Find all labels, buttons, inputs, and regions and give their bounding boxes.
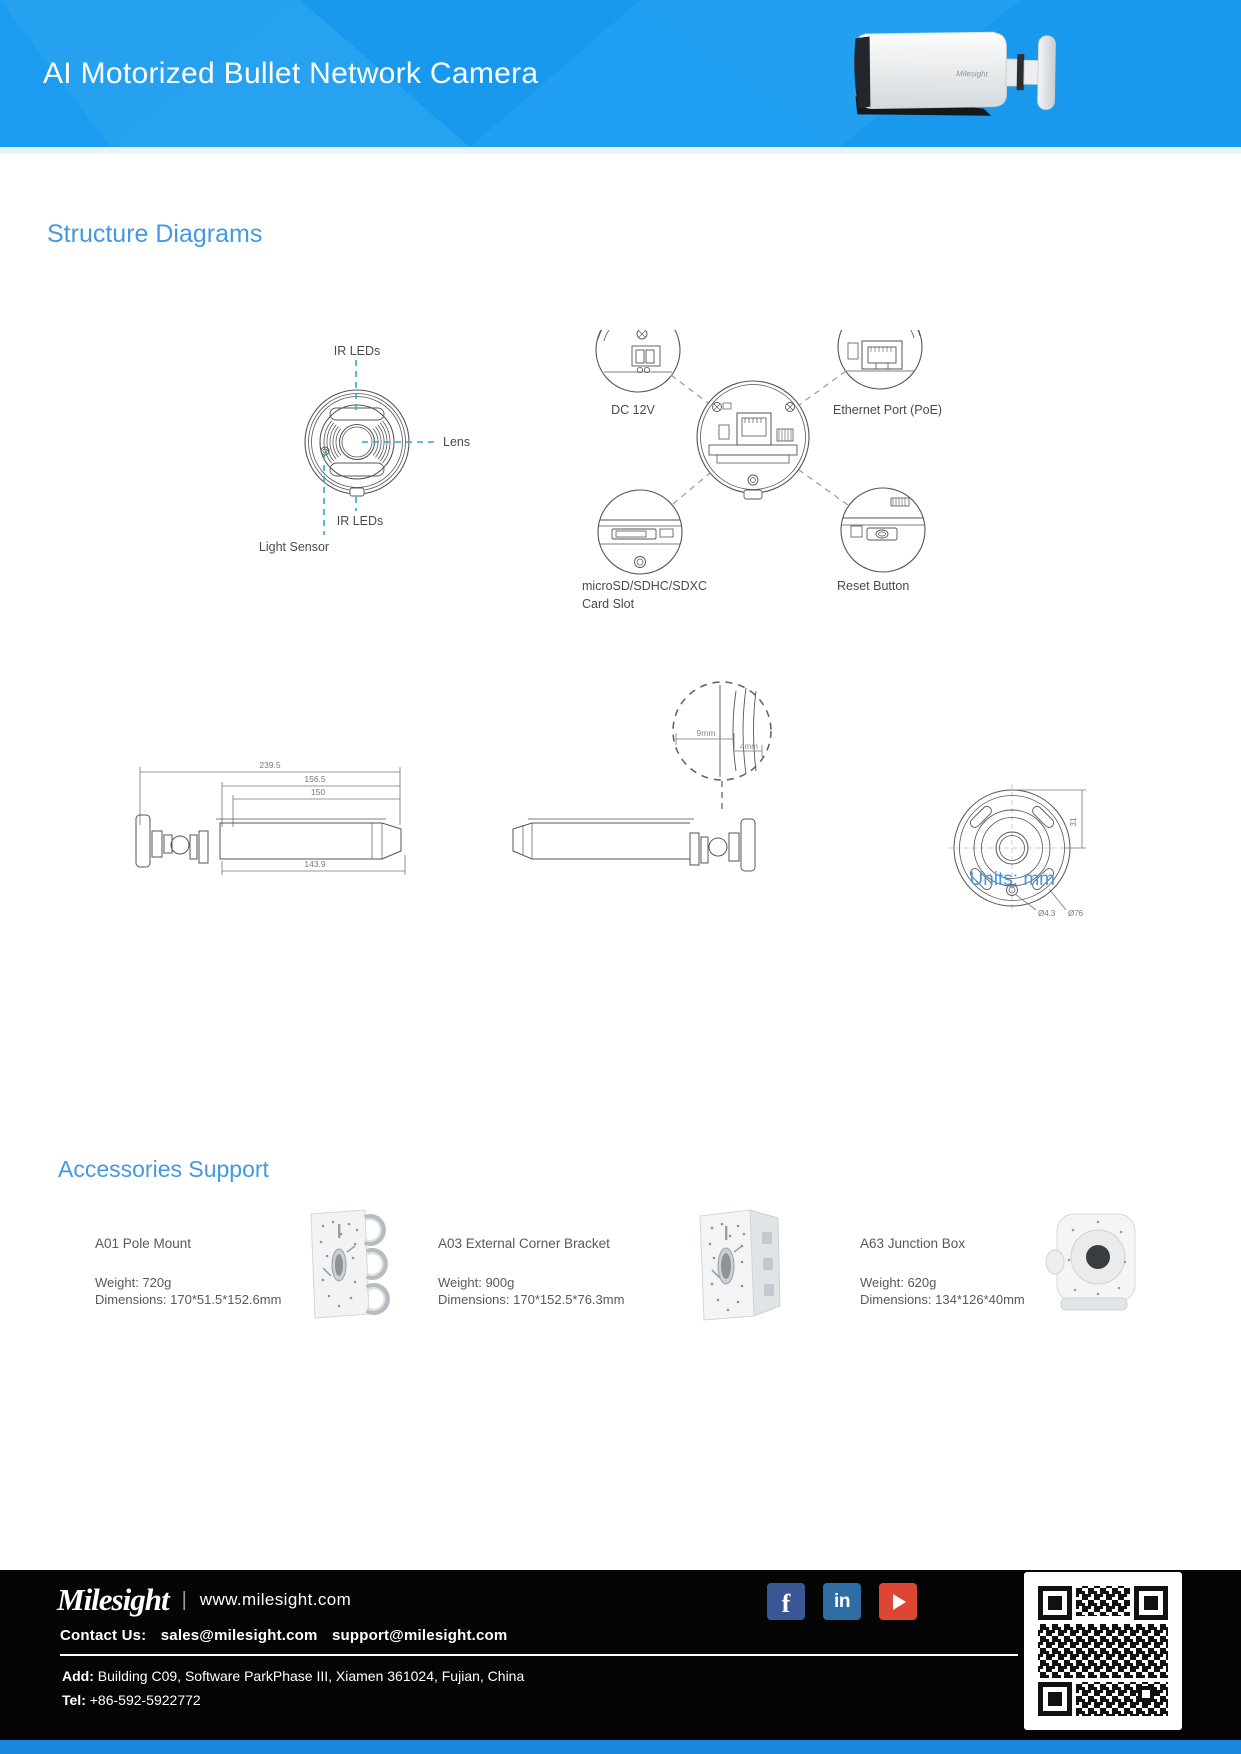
facebook-icon[interactable]: f xyxy=(767,1583,805,1620)
dim-flange-diameter: Ø76 xyxy=(1068,909,1084,918)
label-light-sensor: Light Sensor xyxy=(258,540,330,554)
accessory-corner-bracket xyxy=(438,1236,624,1308)
milesight-logo: Milesight xyxy=(57,1582,169,1617)
accessory-junction-box xyxy=(860,1236,1025,1308)
label-sd-card-line1: microSD/SDHC/SDXC xyxy=(582,579,708,593)
address-text: Building C09, Software ParkPhase III, Xiamen 361024, Fujian, China xyxy=(97,1668,525,1684)
structure-diagrams-heading: Structure Diagrams xyxy=(47,220,263,248)
contact-label: Contact Us: xyxy=(60,1627,147,1644)
accessory-dimensions: Dimensions: 170*152.5*76.3mm xyxy=(438,1292,625,1307)
website-link[interactable]: www.milesight.com xyxy=(199,1590,352,1609)
dim-hole-diameter: Ø4.3 xyxy=(1038,909,1056,918)
accessory-name: A63 Junction Box xyxy=(860,1236,966,1251)
dim-detail-9mm: 9mm xyxy=(696,728,716,738)
header-accent-strip xyxy=(0,147,1241,154)
dim-length-2: 156.5 xyxy=(304,774,326,784)
accessory-dimensions: Dimensions: 170*51.5*152.6mm xyxy=(95,1292,282,1307)
youtube-play-glyph xyxy=(893,1594,906,1610)
logo-divider: | xyxy=(181,1588,187,1611)
social-links xyxy=(767,1583,917,1620)
label-ir-leds-bottom: IR LEDs xyxy=(336,514,384,528)
address-label: Add: xyxy=(62,1668,94,1684)
footer-divider-line xyxy=(60,1654,1018,1656)
label-dc-12v: DC 12V xyxy=(611,403,655,417)
label-ir-leds-top: IR LEDs xyxy=(333,344,381,358)
label-lens: Lens xyxy=(443,435,471,449)
product-camera-image xyxy=(842,16,1067,128)
accessory-weight: Weight: 620g xyxy=(860,1275,937,1290)
corner-bracket-photo xyxy=(688,1206,790,1322)
page-title: AI Motorized Bullet Network Camera xyxy=(43,57,539,90)
camera-body-logo: Milesight xyxy=(956,69,988,79)
support-email-link[interactable]: support@milesight.com xyxy=(331,1627,508,1644)
qr-code xyxy=(1024,1572,1182,1730)
label-ethernet-port: Ethernet Port (PoE) xyxy=(833,403,943,417)
accessory-weight: Weight: 720g xyxy=(95,1275,172,1290)
youtube-icon[interactable] xyxy=(879,1583,917,1620)
dim-length-bottom: 143.9 xyxy=(304,859,326,869)
address-row xyxy=(62,1668,524,1684)
pole-mount-photo xyxy=(293,1208,393,1322)
accessory-name: A01 Pole Mount xyxy=(95,1236,192,1251)
label-reset-button: Reset Button xyxy=(837,579,910,593)
accessories-support-heading: Accessories Support xyxy=(58,1156,269,1182)
linkedin-icon[interactable]: in xyxy=(823,1583,861,1620)
accessory-weight: Weight: 900g xyxy=(438,1275,515,1290)
label-sd-card-line2: Card Slot xyxy=(582,597,635,611)
dim-detail-4mm: 4mm xyxy=(740,742,758,751)
sales-email-link[interactable]: sales@milesight.com xyxy=(160,1627,318,1644)
accessory-name: A03 External Corner Bracket xyxy=(438,1236,610,1251)
tel-label: Tel: xyxy=(62,1692,86,1708)
page-header xyxy=(0,0,1241,147)
telephone-row xyxy=(62,1692,201,1708)
page-footer xyxy=(0,1570,1241,1740)
contact-row xyxy=(60,1627,507,1644)
footer-bottom-strip xyxy=(0,1740,1241,1754)
units-note: Units: mm xyxy=(969,869,1055,890)
tel-number: +86-592-5922772 xyxy=(89,1692,201,1708)
dim-depth: 31 xyxy=(1069,817,1078,827)
qr-code-pattern xyxy=(1034,1582,1172,1720)
accessory-dimensions: Dimensions: 134*126*40mm xyxy=(860,1292,1025,1307)
dim-length-3: 150 xyxy=(310,787,326,797)
dim-total-length: 239.5 xyxy=(259,760,281,770)
junction-box-photo xyxy=(1045,1210,1139,1316)
accessory-pole-mount xyxy=(95,1236,281,1308)
